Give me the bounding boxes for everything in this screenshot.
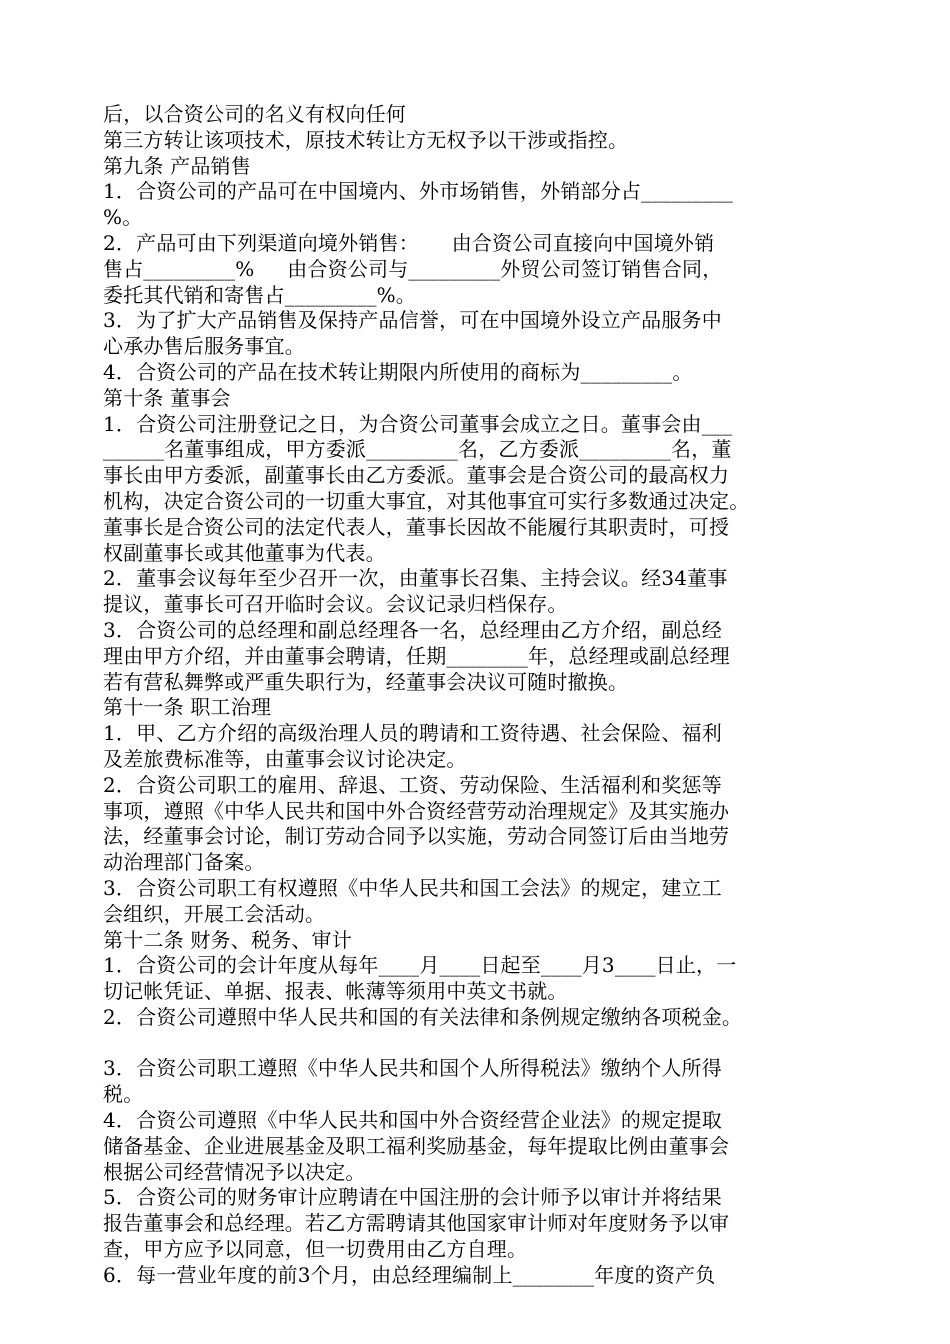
text-line: 第十二条 财务、税务、审计: [103, 927, 352, 952]
text-line: 2．产品可由下列渠道向境外销售： 由合资公司直接向中国境外销: [103, 230, 715, 255]
text-line: 3．合资公司的总经理和副总经理各一名，总经理由乙方介绍，副总经: [103, 617, 722, 642]
text-line: 1．合资公司注册登记之日，为合资公司董事会成立之日。董事会由___: [103, 411, 733, 436]
text-line: 查，甲方应予以同意，但一切费用由乙方自理。: [103, 1237, 528, 1262]
text-line: 售占_________% 由合资公司与_________外贸公司签订销售合同，: [103, 256, 723, 281]
text-line: 机构，决定合资公司的一切重大事宜，对其他事宜可实行多数通过决定。: [103, 488, 750, 513]
text-line: 委托其代销和寄售占_________%。: [103, 282, 417, 307]
text-line: 第九条 产品销售: [103, 153, 251, 178]
text-line: 5．合资公司的财务审计应聘请在中国注册的会计师予以审计并将结果: [103, 1185, 722, 1210]
text-line: 法，经董事会讨论，制订劳动合同予以实施，劳动合同签订后由当地劳: [103, 824, 730, 849]
text-line: 会组织，开展工会活动。: [103, 901, 326, 926]
text-line: 3．合资公司职工遵照《中华人民共和国个人所得税法》缴纳个人所得: [103, 1056, 722, 1081]
text-line: %。: [103, 205, 143, 230]
text-line: 事项，遵照《中华人民共和国中外合资经营劳动治理规定》及其实施办: [103, 798, 730, 823]
text-line: 第十一条 职工治理: [103, 695, 272, 720]
text-line: 3．为了扩大产品销售及保持产品信誉，可在中国境外设立产品服务中: [103, 308, 722, 333]
text-line: 储备基金、企业进展基金及职工福利奖励基金，每年提取比例由董事会: [103, 1133, 730, 1158]
text-line: 事长由甲方委派，副董事长由乙方委派。董事会是合资公司的最高权力: [103, 463, 730, 488]
text-line: 切记帐凭证、单据、报表、帐薄等须用中英文书就。: [103, 979, 568, 1004]
text-line: 6．每一营业年度的前3个月，由总经理编制上________年度的资产负: [103, 1262, 716, 1287]
text-line: 2．合资公司职工的雇用、辞退、工资、劳动保险、生活福利和奖惩等: [103, 772, 722, 797]
text-line: 4．合资公司遵照《中华人民共和国中外合资经营企业法》的规定提取: [103, 1108, 722, 1133]
text-line: 第三方转让该项技术，原技术转让方无权予以干涉或指控。: [103, 127, 629, 152]
text-line: 理由甲方介绍，并由董事会聘请，任期________年，总经理或副总经理: [103, 643, 730, 668]
text-line: 4．合资公司的产品在技术转让期限内所使用的商标为_________。: [103, 359, 693, 384]
text-line: 2．合资公司遵照中华人民共和国的有关法律和条例规定缴纳各项税金。: [103, 1004, 743, 1029]
text-line: 3．合资公司职工有权遵照《中华人民共和国工会法》的规定，建立工: [103, 875, 722, 900]
text-line: 及差旅费标准等，由董事会议讨论决定。: [103, 746, 467, 771]
text-line: 税。: [103, 1082, 144, 1107]
text-line: 报告董事会和总经理。若乙方需聘请其他国家审计师对年度财务予以审: [103, 1211, 730, 1236]
text-line: 若有营私舞弊或严重失职行为，经董事会决议可随时撤换。: [103, 669, 629, 694]
text-line: 动治理部门备案。: [103, 850, 265, 875]
document-page: [103, 102, 855, 1289]
text-line: [103, 1031, 855, 1057]
text-line: 1．合资公司的产品可在中国境内、外市场销售，外销部分占_________: [103, 179, 733, 204]
text-line: 根据公司经营情况予以决定。: [103, 1159, 366, 1184]
text-line: 权副董事长或其他董事为代表。: [103, 540, 386, 565]
text-line: 第十条 董事会: [103, 385, 231, 410]
text-line: 董事长是合资公司的法定代表人，董事长因故不能履行其职责时，可授: [103, 514, 730, 539]
text-line: 提议，董事长可召开临时会议。会议记录归档保存。: [103, 592, 568, 617]
text-line: 后，以合资公司的名义有权向任何: [103, 102, 406, 126]
text-line: 1．甲、乙方介绍的高级治理人员的聘请和工资待遇、社会保险、福利: [103, 721, 722, 746]
text-line: 2．董事会议每年至少召开一次，由董事长召集、主持会议。经34董事: [103, 566, 728, 591]
text-line: ______名董事组成，甲方委派_________名，乙方委派_________名，董: [103, 437, 732, 462]
text-line: 1．合资公司的会计年度从每年____月____日起至____月3____日止，一: [103, 953, 737, 978]
text-line: 心承办售后服务事宜。: [103, 334, 305, 359]
